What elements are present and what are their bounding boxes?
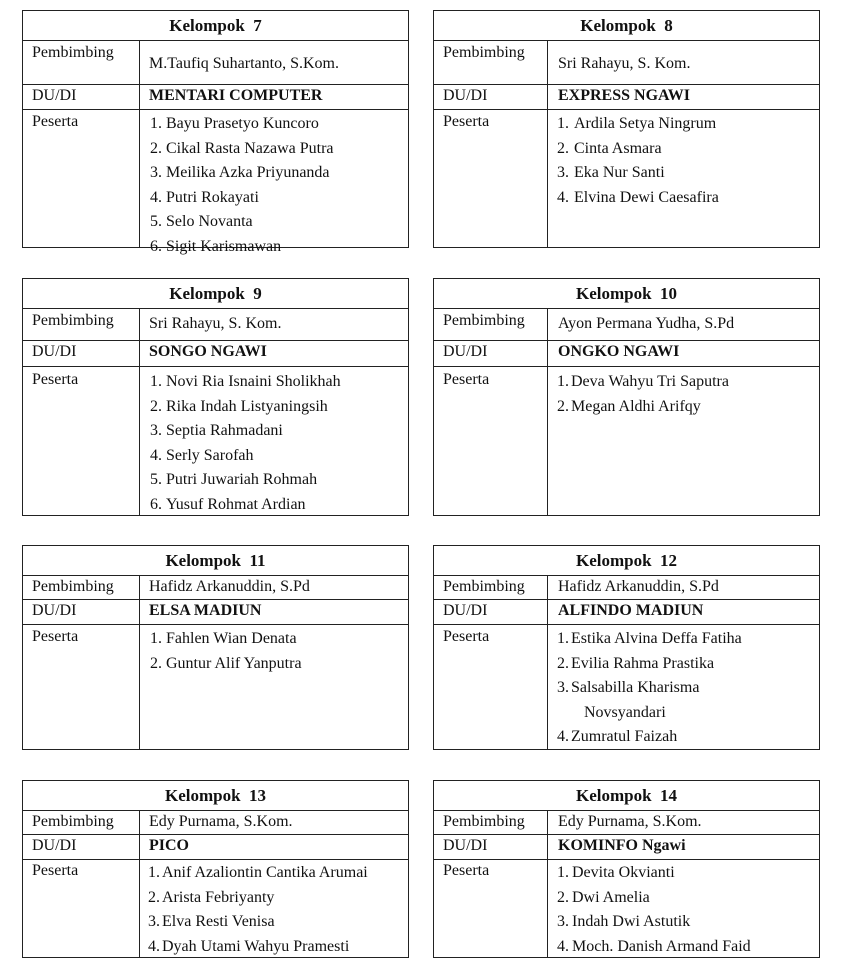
list-item: 1. Novi Ria Isnaini Sholikhah	[150, 373, 341, 390]
column-divider	[547, 576, 548, 750]
column-divider	[547, 309, 548, 516]
list-item: 2. Evilia Rahma Prastika	[557, 654, 715, 672]
group-kelompok-14	[433, 780, 820, 958]
pembimbing-row	[23, 41, 408, 85]
pembimbing-row	[434, 576, 819, 600]
list-item: Novsyandari	[584, 703, 666, 721]
list-item: 1. Fahlen Wian Denata	[150, 630, 297, 647]
dudi-row	[434, 835, 819, 860]
list-item: 4. Elvina Dewi Caesafira	[557, 188, 719, 206]
list-item: 2. Cinta Asmara	[557, 139, 662, 157]
dudi-value: MENTARI COMPUTER	[149, 87, 323, 104]
dudi-row	[23, 835, 408, 860]
group-title: Kelompok 13	[23, 781, 408, 811]
pembimbing-label: Pembimbing	[32, 44, 114, 61]
list-item: 5. Putri Juwariah Rohmah	[150, 471, 318, 489]
pembimbing-value: Hafidz Arkanuddin, S.Pd	[149, 578, 310, 595]
peserta-list	[557, 370, 729, 419]
dudi-row	[434, 85, 819, 110]
dudi-label: DU/DI	[32, 837, 77, 854]
list-item: 4. Dyah Utami Wahyu Pramesti	[148, 937, 350, 955]
peserta-label: Peserta	[32, 113, 79, 130]
pembimbing-row	[434, 309, 819, 341]
pembimbing-value: Edy Purnama, S.Kom.	[558, 813, 702, 830]
dudi-value: PICO	[149, 837, 189, 854]
list-item: 4. Zumratul Faizah	[557, 728, 678, 746]
group-kelompok-7	[22, 10, 409, 255]
dudi-label: DU/DI	[443, 837, 488, 854]
pembimbing-label: Pembimbing	[32, 312, 114, 329]
peserta-list	[557, 861, 751, 959]
dudi-value: EXPRESS NGAWI	[558, 87, 691, 104]
dudi-value: ELSA MADIUN	[149, 602, 262, 619]
column-divider	[547, 811, 548, 958]
list-item: 1. Bayu Prasetyo Kuncoro	[150, 115, 319, 132]
dudi-label: DU/DI	[32, 602, 77, 619]
list-item: 5. Selo Novanta	[150, 213, 253, 231]
peserta-row	[23, 367, 408, 517]
list-item: 2. Cikal Rasta Nazawa Putra	[150, 139, 334, 157]
peserta-list	[150, 112, 334, 260]
group-title: Kelompok 8	[434, 11, 819, 41]
list-item: 3. Indah Dwi Astutik	[557, 913, 691, 931]
peserta-row	[434, 110, 819, 249]
peserta-list	[557, 112, 719, 210]
pembimbing-label: Pembimbing	[32, 578, 114, 595]
peserta-list	[557, 627, 742, 750]
group-title: Kelompok 12	[434, 546, 819, 576]
list-item: 6. Sigit Karismawan	[150, 237, 282, 255]
dudi-row	[434, 600, 819, 625]
peserta-row	[434, 860, 819, 959]
pembimbing-label: Pembimbing	[443, 312, 525, 329]
peserta-row	[434, 367, 819, 517]
list-item: 2. Dwi Amelia	[557, 888, 650, 906]
group-kelompok-10	[433, 278, 820, 516]
dudi-value: KOMINFO Ngawi	[558, 837, 686, 854]
dudi-row	[434, 341, 819, 367]
peserta-label: Peserta	[32, 862, 79, 879]
list-item: 4. Serly Sarofah	[150, 446, 254, 464]
pembimbing-value: Hafidz Arkanuddin, S.Pd	[558, 578, 719, 595]
list-item: 2. Arista Febriyanty	[148, 888, 275, 906]
column-divider	[139, 41, 140, 248]
list-item: 1. Deva Wahyu Tri Saputra	[557, 373, 729, 390]
list-item: 1. Anif Azaliontin Cantika Arumai	[148, 864, 368, 881]
peserta-label: Peserta	[32, 628, 79, 645]
group-title: Kelompok 9	[23, 279, 408, 309]
group-title: Kelompok 10	[434, 279, 819, 309]
peserta-list	[150, 627, 302, 676]
list-item: 4. Putri Rokayati	[150, 188, 259, 206]
peserta-label: Peserta	[32, 371, 79, 388]
peserta-row	[23, 860, 408, 959]
dudi-row	[23, 341, 408, 367]
dudi-value: ALFINDO MADIUN	[558, 602, 704, 619]
dudi-value: ONGKO NGAWI	[558, 343, 680, 360]
pembimbing-label: Pembimbing	[443, 578, 525, 595]
list-item: 3. Meilika Azka Priyunanda	[150, 164, 330, 182]
pembimbing-row	[434, 41, 819, 85]
dudi-label: DU/DI	[443, 343, 488, 360]
group-title: Kelompok 11	[23, 546, 408, 576]
dudi-row	[23, 600, 408, 625]
list-item: 6. Yusuf Rohmat Ardian	[150, 495, 306, 513]
peserta-label: Peserta	[443, 371, 490, 388]
dudi-label: DU/DI	[32, 87, 77, 104]
pembimbing-value: Edy Purnama, S.Kom.	[149, 813, 293, 830]
column-divider	[139, 811, 140, 958]
pembimbing-value: Sri Rahayu, S. Kom.	[558, 55, 691, 72]
list-item: 3. Elva Resti Venisa	[148, 913, 275, 931]
peserta-list	[150, 370, 341, 518]
pembimbing-row	[434, 811, 819, 835]
pembimbing-label: Pembimbing	[443, 813, 525, 830]
group-kelompok-9	[22, 278, 409, 516]
peserta-label: Peserta	[443, 113, 490, 130]
pembimbing-label: Pembimbing	[443, 44, 525, 61]
group-kelompok-12	[433, 545, 820, 750]
list-item: 1. Ardila Setya Ningrum	[557, 115, 717, 132]
column-divider	[547, 41, 548, 248]
list-item: 2. Guntur Alif Yanputra	[150, 654, 302, 672]
peserta-label: Peserta	[443, 862, 490, 879]
dudi-label: DU/DI	[443, 602, 488, 619]
pembimbing-row	[23, 309, 408, 341]
dudi-row	[23, 85, 408, 110]
group-title: Kelompok 7	[23, 11, 408, 41]
peserta-list	[148, 861, 368, 959]
peserta-row	[23, 110, 408, 255]
column-divider	[139, 576, 140, 750]
pembimbing-row	[23, 576, 408, 600]
dudi-label: DU/DI	[32, 343, 77, 360]
pembimbing-value: Ayon Permana Yudha, S.Pd	[558, 315, 735, 332]
group-kelompok-11	[22, 545, 409, 750]
list-item: 1. Devita Okvianti	[557, 864, 675, 881]
dudi-value: SONGO NGAWI	[149, 343, 267, 360]
list-item: 3. Salsabilla Kharisma	[557, 679, 700, 697]
column-divider	[139, 309, 140, 516]
peserta-row	[23, 625, 408, 751]
list-item: 2. Rika Indah Listyaningsih	[150, 397, 328, 415]
pembimbing-label: Pembimbing	[32, 813, 114, 830]
group-kelompok-8	[433, 10, 820, 248]
group-kelompok-13	[22, 780, 409, 958]
list-item: 2. Megan Aldhi Arifqy	[557, 397, 701, 415]
pembimbing-row	[23, 811, 408, 835]
list-item: 3. Septia Rahmadani	[150, 422, 283, 440]
pembimbing-value: M.Taufiq Suhartanto, S.Kom.	[149, 55, 339, 72]
peserta-label: Peserta	[443, 628, 490, 645]
list-item: 1. Estika Alvina Deffa Fatiha	[557, 630, 742, 647]
pembimbing-value: Sri Rahayu, S. Kom.	[149, 315, 282, 332]
group-title: Kelompok 14	[434, 781, 819, 811]
list-item: 3. Eka Nur Santi	[557, 164, 665, 182]
dudi-label: DU/DI	[443, 87, 488, 104]
peserta-row	[434, 625, 819, 751]
list-item: 4. Moch. Danish Armand Faid	[557, 937, 751, 955]
